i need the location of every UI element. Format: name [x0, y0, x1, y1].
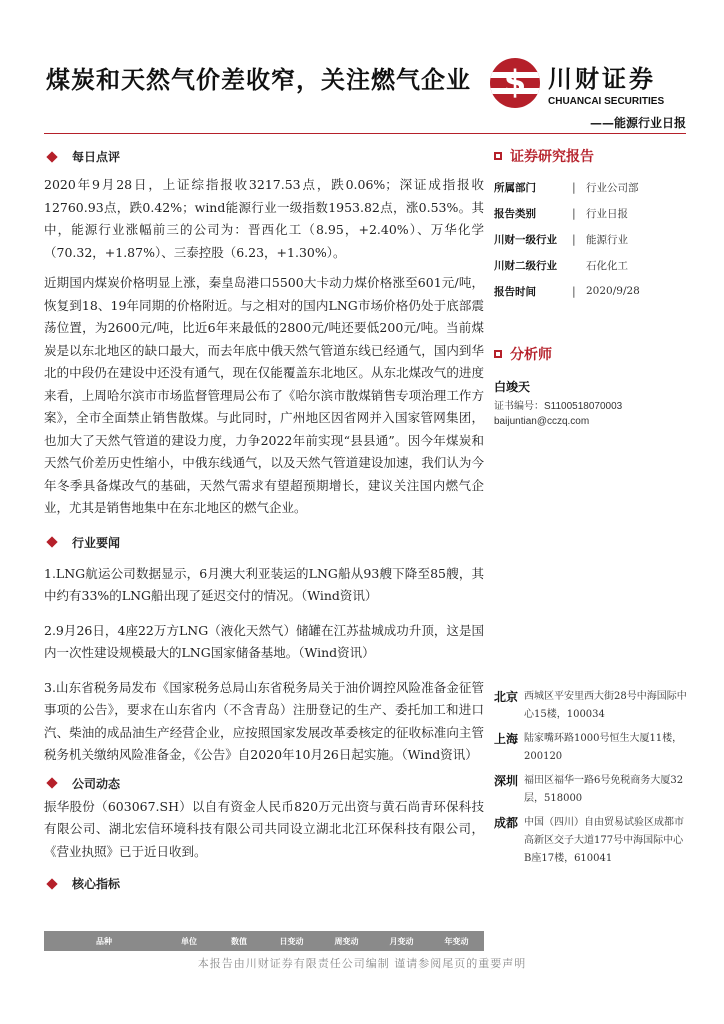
logo-name-en: CHUANCAI SECURITIES: [548, 96, 665, 107]
analyst-panel: [494, 344, 690, 429]
diamond-bullet-icon: [46, 151, 57, 162]
info-row: 所属部门 | 行业公司部: [494, 180, 639, 194]
office-address: 陆家嘴环路1000号恒生大厦11楼，200120: [524, 733, 683, 762]
logo-icon: [490, 58, 540, 108]
analyst-cert: 证书编号：S1100518070003: [494, 401, 623, 412]
main-column: [44, 148, 484, 892]
info-row: 川财二级行业 石化化工: [494, 259, 628, 272]
office-city: 北京: [494, 690, 519, 704]
analyst-name: 白竣天: [494, 380, 531, 394]
logo-name-cn: 川财证券: [548, 65, 656, 93]
column-header: 月变动: [389, 936, 414, 946]
column-header: 数值: [231, 936, 247, 946]
company-logo: [490, 58, 664, 108]
info-row: 报告时间 | 2020/9/28: [494, 284, 640, 298]
diamond-bullet-icon: [46, 878, 57, 889]
daily-comment-heading: 每日点评: [44, 148, 484, 165]
industry-news-heading: 行业要闻: [44, 534, 484, 551]
diamond-bullet-icon: [46, 536, 57, 547]
office-address: 中国（四川）自由贸易试验区成都市高新区交子大道177号中海国际中心B座17楼，610041: [524, 817, 684, 864]
column-header: 单位: [181, 936, 197, 946]
report-info-panel: [494, 146, 690, 304]
company-news-heading: 公司动态: [44, 775, 484, 792]
logo-symbol: $: [503, 63, 527, 101]
industry-news-item: 3.山东省税务局发布《国家税务总局山东省税务局关于油价调控风险准备金征管事项的公告》，要求在山东省内（不含青岛）注册登记的生产、委托加工和进口汽、柴油的成品油生产经营企业，应按照国家发展改革委核定的征收标准向主管税务机关缴纳风险准备金，《公告》自2020年10月26日起实施。（Wind资讯）: [44, 679, 484, 762]
page-title: 煤炭和天然气价差收窄，关注燃气企业: [46, 65, 471, 94]
daily-comment-analysis: 近期国内煤炭价格明显上涨，秦皇岛港口5500大卡动力煤价格涨至601元/吨，恢复到18、19年同期的价格附近。与之相对的国内LNG市场价格仍处于底部震荡位置，为2600元/吨，比近6年来最低的2800元/吨还要低200元/吨。当前煤炭是以东北地区的缺口最大，而去年底中俄天然气管道东线已经通气，国内到华北的中段仍在建设中还没有通气，现在仅能覆盖东北地区。从东北煤改气的进度来看，上周哈尔滨市市场监督管理局公布了《哈尔滨市散煤销售专项治理工作方案》，全市全面禁止销售散煤。与此同时，广州地区因省网并入国家管网集团，也加大了天然气管道的建设力度，力争2022年前实现“县县通”。因今年煤炭和天然气价差历史性缩小，中俄东线通气，以及天然气管道建设加速，我们认为今年冬季具备煤改气的基础，天然气需求有望超预期增长，建议关注国内燃气企业，尤其是销售地集中在东北地区的燃气企业。: [44, 275, 484, 515]
industry-news-item: 2.9月26日，4座22万方LNG（液化天然气）储罐在江苏盐城成功升顶，这是国内一次性建设规模最大的LNG国家储备基地。（Wind资讯）: [44, 622, 484, 660]
diamond-bullet-icon: [46, 777, 57, 788]
footer-disclaimer: 本报告由川财证券有限责任公司编制 谨请参阅尾页的重要声明: [197, 957, 527, 970]
office-item: [494, 730, 690, 766]
offices-panel: [494, 688, 690, 874]
column-header: 周变动: [334, 936, 359, 946]
office-item: [494, 772, 690, 808]
report-subtitle: ——能源行业日报: [589, 116, 686, 130]
column-header: 日变动: [279, 936, 304, 946]
square-bullet-icon: [494, 350, 502, 358]
square-bullet-icon: [494, 152, 502, 160]
office-city: 成都: [494, 816, 519, 830]
column-header: 品种: [96, 936, 112, 946]
office-city: 上海: [494, 732, 519, 746]
daily-comment-summary: 2020年9月28日，上证综指报收3217.53点，跌0.06%；深证成指报收12760.93点，跌0.42%；wind能源行业一级指数1953.82点，涨0.53%。其中，能源行业涨幅前三的公司为：晋西化工（8.95，+2.40%）、万华化学（70.32，+1.87%）、三泰控股（6.23，+1.30%）。: [44, 177, 484, 260]
office-address: 西城区平安里西大街28号中海国际中心15楼，100034: [524, 691, 687, 720]
office-item: [494, 688, 690, 724]
analyst-heading: 分析师: [494, 344, 690, 364]
report-info-heading: 证券研究报告: [494, 146, 690, 166]
office-city: 深圳: [494, 774, 519, 788]
core-indicators-heading: 核心指标: [44, 875, 484, 892]
industry-news-item: 1.LNG航运公司数据显示，6月澳大利亚装运的LNG船从93艘下降至85艘，其中约有33%的LNG船出现了延迟交付的情况。（Wind资讯）: [44, 565, 484, 603]
column-header: 年变动: [444, 936, 469, 946]
core-indicators-table-header: [44, 931, 484, 951]
header-divider: [44, 133, 686, 134]
info-row: 川财一级行业 | 能源行业: [494, 232, 628, 246]
office-item: [494, 814, 690, 868]
info-row: 报告类别 | 行业日报: [494, 206, 628, 220]
company-news-text: 振华股份（603067.SH）以自有资金人民币820万元出资与黄石尚青环保科技有限公司、湖北宏信环境科技有限公司共同设立湖北北江环保科技有限公司，《营业执照》已于近日收到。: [44, 798, 484, 859]
office-address: 福田区福华一路6号免税商务大厦32层，518000: [524, 775, 684, 804]
analyst-email[interactable]: baijuntian@cczq.com: [494, 416, 590, 427]
